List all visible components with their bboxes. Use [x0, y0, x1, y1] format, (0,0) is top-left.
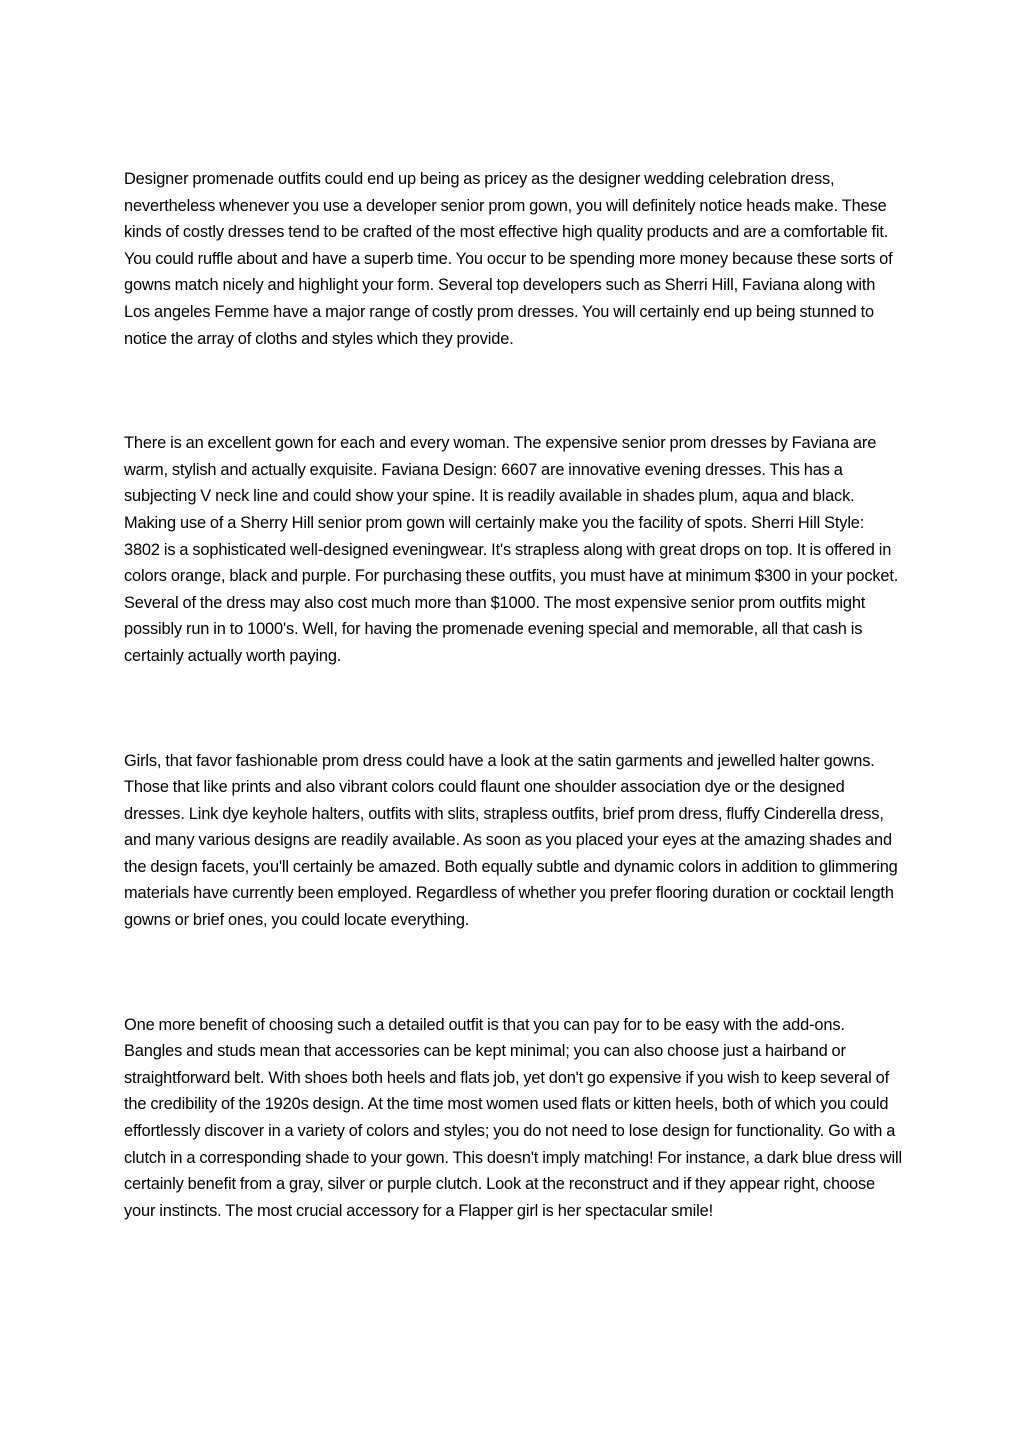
paragraph-3: Girls, that favor fashionable prom dress could have a look at the satin garments and jewelled halter gowns. Those that like prints and also vibrant colors could flaunt one shoulder association dye or the designed dresses. Link dye keyhole halters, outfits with slits, strapless outfits, brief prom dress, fluffy Cinderella dress, and many various designs are readily available. As soon as you placed your eyes at the amazing shades and the design facets, you'll certainly be amazed. Both equally subtle and dynamic colors in addition to glimmering materials have currently been employed. Regardless of whether you prefer flooring duration or cocktail length gowns or brief ones, you could locate everything.	[124, 751, 898, 930]
document-body	[124, 166, 904, 1224]
paragraph-1: Designer promenade outfits could end up being as pricey as the designer wedding celebration dress, nevertheless whenever you use a developer senior prom gown, you will definitely notice heads make. These kinds of costly dresses tend to be crafted of the most effective high quality products and are a comfortable fit. You could ruffle about and have a superb time. You occur to be spending more money because these sorts of gowns match nicely and highlight your form. Several top developers such as Sherri Hill, Faviana along with Los angeles Femme have a major range of costly prom dresses. You will certainly end up being stunned to notice the array of cloths and styles which they provide.	[124, 170, 893, 348]
paragraph-2: There is an excellent gown for each and every woman. The expensive senior prom dresses by Faviana are warm, stylish and actually exquisite. Faviana Design: 6607 are innovative evening dresses. This has a subjecting V neck line and could show your spine. It is readily available in shades plum, aqua and black. Making use of a Sherry Hill senior prom gown will certainly make you the facility of spots. Sherri Hill Style: 3802 is a sophisticated well-designed eveningwear. It's strapless along with great drops on top. It is offered in colors orange, black and purple. For purchasing these outfits, you must have at minimum $300 in your pocket. Several of the dress may also cost much more than $1000. The most expensive senior prom outfits might possibly run in to 1000's. Well, for having the promenade evening special and memorable, all that cash is certainly actually worth paying.	[124, 434, 899, 665]
paragraph-spacer	[124, 670, 904, 748]
paragraph-spacer	[124, 934, 904, 1012]
paragraph-spacer	[124, 352, 904, 430]
paragraph-4: One more benefit of choosing such a detailed outfit is that you can pay for to be easy with the add-ons. Bangles and studs mean that accessories can be kept minimal; you can also choose just a hairband or straightforward belt. With shoes both heels and flats job, yet don't go expensive if you wish to keep several of the credibility of the 1920s design. At the time most women used flats or kitten heels, both of which you could effortlessly discover in a variety of colors and styles; you do not need to lose design for functionality. Go with a clutch in a corresponding shade to your gown. This doesn't imply matching! For instance, a dark blue dress will certainly benefit from a gray, silver or purple clutch. Look at the reconstruct and if they appear right, choose your instincts. The most crucial accessory for a Flapper girl is her spectacular smile!	[124, 1015, 902, 1220]
